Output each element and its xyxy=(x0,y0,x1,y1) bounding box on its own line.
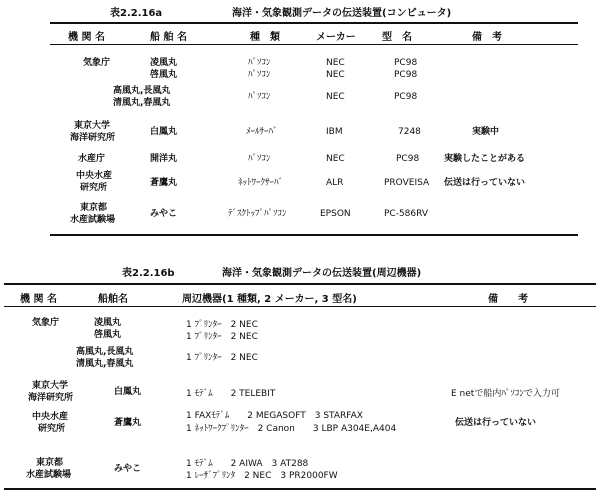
table-a-org: 中央水産 xyxy=(76,171,113,181)
table-a-ship: 白鳳丸 xyxy=(150,127,178,137)
table-a-org: 水産試験場 xyxy=(70,215,116,225)
table-b-equipment: 1 ﾌﾟﾘﾝﾀｰ 2 NEC xyxy=(186,320,258,330)
table-a-ship: 高風丸,長風丸 xyxy=(113,86,171,96)
table-a-header-org: 機 関 名 xyxy=(68,32,105,43)
table-a-type: ﾃﾞｽｸﾄｯﾌﾟﾊﾟｿｺﾝ xyxy=(228,209,287,219)
table-a-note: 実験中 xyxy=(472,127,500,137)
table-a-ship: 清風丸,春風丸 xyxy=(113,98,171,108)
table-a-ship: 啓風丸 xyxy=(150,70,178,80)
table-b-note: E netで船内ﾊﾟｿｺﾝで入力可 xyxy=(451,389,560,399)
table-b-ship: 凌風丸 xyxy=(94,318,122,328)
table-a-note: 実験したことがある xyxy=(444,154,526,164)
table-a-header-maker: メーカー xyxy=(316,32,356,43)
table-a-header-notes: 備 考 xyxy=(472,32,502,43)
table-a-header-type: 種 類 xyxy=(250,32,280,43)
table-b-equipment: 1 ﾓﾃﾞﾑ 2 AIWA 3 AT288 xyxy=(186,459,309,469)
table-b-bottom-rule xyxy=(4,488,596,490)
table-b-equipment: 1 ﾌﾟﾘﾝﾀｰ 2 NEC xyxy=(186,332,258,342)
table-b-ship: 白鳳丸 xyxy=(114,387,142,397)
table-a-top-rule xyxy=(50,22,578,24)
table-a-model: PC98 xyxy=(396,154,420,164)
table-a-ship: 凌風丸 xyxy=(150,58,178,68)
table-a-bottom-rule xyxy=(50,234,578,236)
table-b-note: 伝送は行っていない xyxy=(455,418,537,428)
table-a-type: ﾊﾟｿｺﾝ xyxy=(248,70,271,80)
table-a-header-ship: 船 舶 名 xyxy=(150,32,187,43)
table-a-org: 気象庁 xyxy=(83,58,111,68)
table-b-header-ship: 船舶名 xyxy=(98,294,128,305)
table-b-title: 海洋・気象観測データの伝送装置(周辺機器) xyxy=(222,268,422,279)
table-b-org: 気象庁 xyxy=(32,318,60,328)
table-a-ship: 開洋丸 xyxy=(150,154,178,164)
table-a-header-rule xyxy=(50,44,578,45)
table-a-maker: NEC xyxy=(326,58,345,68)
table-a-type: ﾊﾟｿｺﾝ xyxy=(248,92,271,102)
table-b-header-notes: 備 考 xyxy=(488,294,528,305)
table-a-org: 研究所 xyxy=(80,183,108,193)
table-a-maker: ALR xyxy=(326,178,344,188)
table-a-model: 7248 xyxy=(398,127,421,137)
table-b-org: 研究所 xyxy=(38,424,66,434)
table-a-type: ﾊﾟｿｺﾝ xyxy=(248,58,271,68)
table-a-ship: 蒼鷹丸 xyxy=(150,178,178,188)
table-b-number: 表2.2.16b xyxy=(122,268,175,279)
table-a-number: 表2.2.16a xyxy=(110,8,163,19)
table-b-ship: 清風丸,春風丸 xyxy=(76,359,134,369)
table-a-maker: NEC xyxy=(326,154,345,164)
table-a-type: ﾊﾟｿｺﾝ xyxy=(248,154,271,164)
table-b-ship: 高風丸,長風丸 xyxy=(76,347,134,357)
table-a-org: 東京大学 xyxy=(74,121,111,131)
table-a-ship: みやこ xyxy=(150,209,178,219)
table-a-maker: NEC xyxy=(326,92,345,102)
table-b-org: 東京都 xyxy=(36,458,64,468)
table-b-equipment: 1 ﾚｰｻﾞﾌﾟﾘﾝﾀ 2 NEC 3 PR2000FW xyxy=(186,471,338,481)
table-b-header-equipment: 周辺機器(1 種類, 2 メーカー, 3 型名) xyxy=(182,294,357,305)
table-a-model: PROVEISA xyxy=(384,178,430,188)
table-a-org: 東京都 xyxy=(80,203,108,213)
table-b-header-rule xyxy=(4,306,596,307)
table-a-maker: IBM xyxy=(326,127,343,137)
table-b-header-org: 機 関 名 xyxy=(20,294,57,305)
table-b-ship: みやこ xyxy=(114,464,142,474)
table-b-equipment: 1 ﾌﾟﾘﾝﾀｰ 2 NEC xyxy=(186,353,258,363)
table-b-equipment: 1 ﾈｯﾄﾜｰｸﾌﾟﾘﾝﾀｰ 2 Canon 3 LBP A304E,A404 xyxy=(186,424,397,434)
table-a-model: PC98 xyxy=(394,58,418,68)
table-a-title: 海洋・気象観測データの伝送装置(コンピュータ) xyxy=(232,8,452,19)
table-a-model: PC98 xyxy=(394,70,418,80)
table-a-note: 伝送は行っていない xyxy=(444,178,526,188)
table-b-equipment: 1 ﾓﾃﾞﾑ 2 TELEBIT xyxy=(186,389,276,399)
table-a-maker: EPSON xyxy=(320,209,351,219)
table-b-top-rule xyxy=(4,283,596,285)
table-b-equipment: 1 FAXﾓﾃﾞﾑ 2 MEGASOFT 3 STARFAX xyxy=(186,411,363,421)
table-b-org: 中央水産 xyxy=(32,412,69,422)
table-a-model: PC98 xyxy=(394,92,418,102)
table-b-org: 海洋研究所 xyxy=(28,393,74,403)
table-a-type: ﾒｰﾙｻｰﾊﾞ xyxy=(246,127,278,137)
table-a-maker: NEC xyxy=(326,70,345,80)
table-a-model: PC-586RV xyxy=(384,209,429,219)
table-a-org: 海洋研究所 xyxy=(70,133,116,143)
table-b-org: 東京大学 xyxy=(32,381,69,391)
table-a-type: ﾈｯﾄﾜｰｸｻｰﾊﾞ xyxy=(238,178,284,188)
table-a-header-model: 型 名 xyxy=(382,32,412,43)
table-b-ship: 啓風丸 xyxy=(94,330,122,340)
table-b-org: 水産試験場 xyxy=(26,470,72,480)
table-b-ship: 蒼鷹丸 xyxy=(114,418,142,428)
table-a-org: 水産庁 xyxy=(78,154,106,164)
